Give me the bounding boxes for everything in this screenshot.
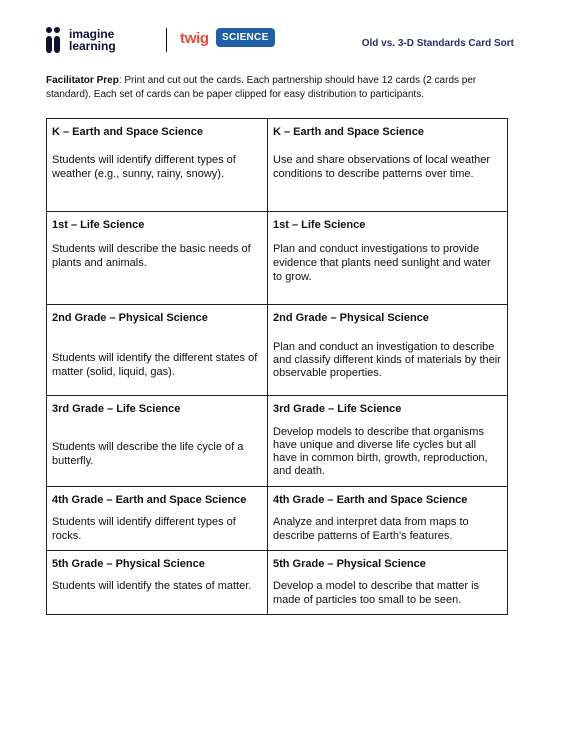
card-title: 1st – Life Science — [52, 219, 145, 231]
facilitator-prep — [46, 74, 506, 102]
card-body: Students will identify different types of rocks. — [52, 516, 236, 542]
card-right — [268, 487, 508, 551]
document-title: Old vs. 3-D Standards Card Sort — [361, 38, 514, 49]
card-row — [47, 305, 508, 396]
logo-divider — [166, 28, 167, 52]
card-row — [47, 119, 508, 212]
twig-logo: twig — [180, 30, 209, 47]
card-title: 5th Grade – Physical Science — [273, 558, 426, 570]
card-left — [47, 119, 268, 212]
card-left — [47, 396, 268, 487]
card-title: 4th Grade – Earth and Space Science — [273, 494, 468, 506]
page-header — [46, 26, 518, 56]
card-left — [47, 305, 268, 396]
card-row — [47, 212, 508, 305]
card-row — [47, 487, 508, 551]
card-body: Students will identify the states of matter. — [52, 580, 252, 592]
card-title: 4th Grade – Earth and Space Science — [52, 494, 247, 506]
card-left — [47, 212, 268, 305]
card-right — [268, 119, 508, 212]
card-title: K – Earth and Space Science — [273, 126, 425, 138]
card-right — [268, 396, 508, 487]
card-row — [47, 551, 508, 615]
card-title: 5th Grade – Physical Science — [52, 558, 205, 570]
imagine-learning-wordmark: imagine learning — [69, 27, 116, 53]
card-left — [47, 487, 268, 551]
card-body: Students will identify the different states of matter (solid, liquid, gas). — [52, 352, 258, 378]
card-body: Plan and conduct an investigation to describe and classify different kinds of materials by their observable properties. — [273, 341, 501, 379]
imagine-learning-mark-icon — [46, 27, 64, 53]
facilitator-prep-text: : Print and cut out the cards. Each partnership should have 12 cards (2 cards per standard). Each set of cards can be paper clipped for easy distribution to participants. — [46, 75, 477, 100]
card-title: 2nd Grade – Physical Science — [273, 312, 429, 324]
card-body: Plan and conduct investigations to provide evidence that plants need sunlight and water to grow. — [273, 243, 491, 283]
card-title: 3rd Grade – Life Science — [52, 403, 181, 415]
card-title: 1st – Life Science — [273, 219, 366, 231]
card-body: Use and share observations of local weather conditions to describe patterns over time. — [273, 154, 491, 180]
card-left — [47, 551, 268, 615]
card-body: Students will identify different types of weather (e.g., sunny, rainy, snowy). — [52, 154, 236, 180]
card-sort-table — [46, 118, 508, 615]
card-body: Develop models to describe that organisms have unique and diverse life cycles but all have in common birth, growth, reproduction, and death. — [273, 426, 488, 477]
imagine-learning-logo — [46, 26, 116, 54]
card-right — [268, 305, 508, 396]
card-body: Develop a model to describe that matter is made of particles too small to be seen. — [273, 580, 480, 606]
card-right — [268, 212, 508, 305]
card-body: Analyze and interpret data from maps to describe patterns of Earth's features. — [273, 516, 469, 542]
card-body: Students will describe the life cycle of a butterfly. — [52, 441, 244, 467]
card-title: 2nd Grade – Physical Science — [52, 312, 208, 324]
card-title: K – Earth and Space Science — [52, 126, 204, 138]
card-body: Students will describe the basic needs of plants and animals. — [52, 243, 251, 269]
card-right — [268, 551, 508, 615]
card-row — [47, 396, 508, 487]
card-title: 3rd Grade – Life Science — [273, 403, 402, 415]
facilitator-prep-label: Facilitator Prep — [46, 75, 119, 86]
science-badge: SCIENCE — [216, 28, 275, 47]
